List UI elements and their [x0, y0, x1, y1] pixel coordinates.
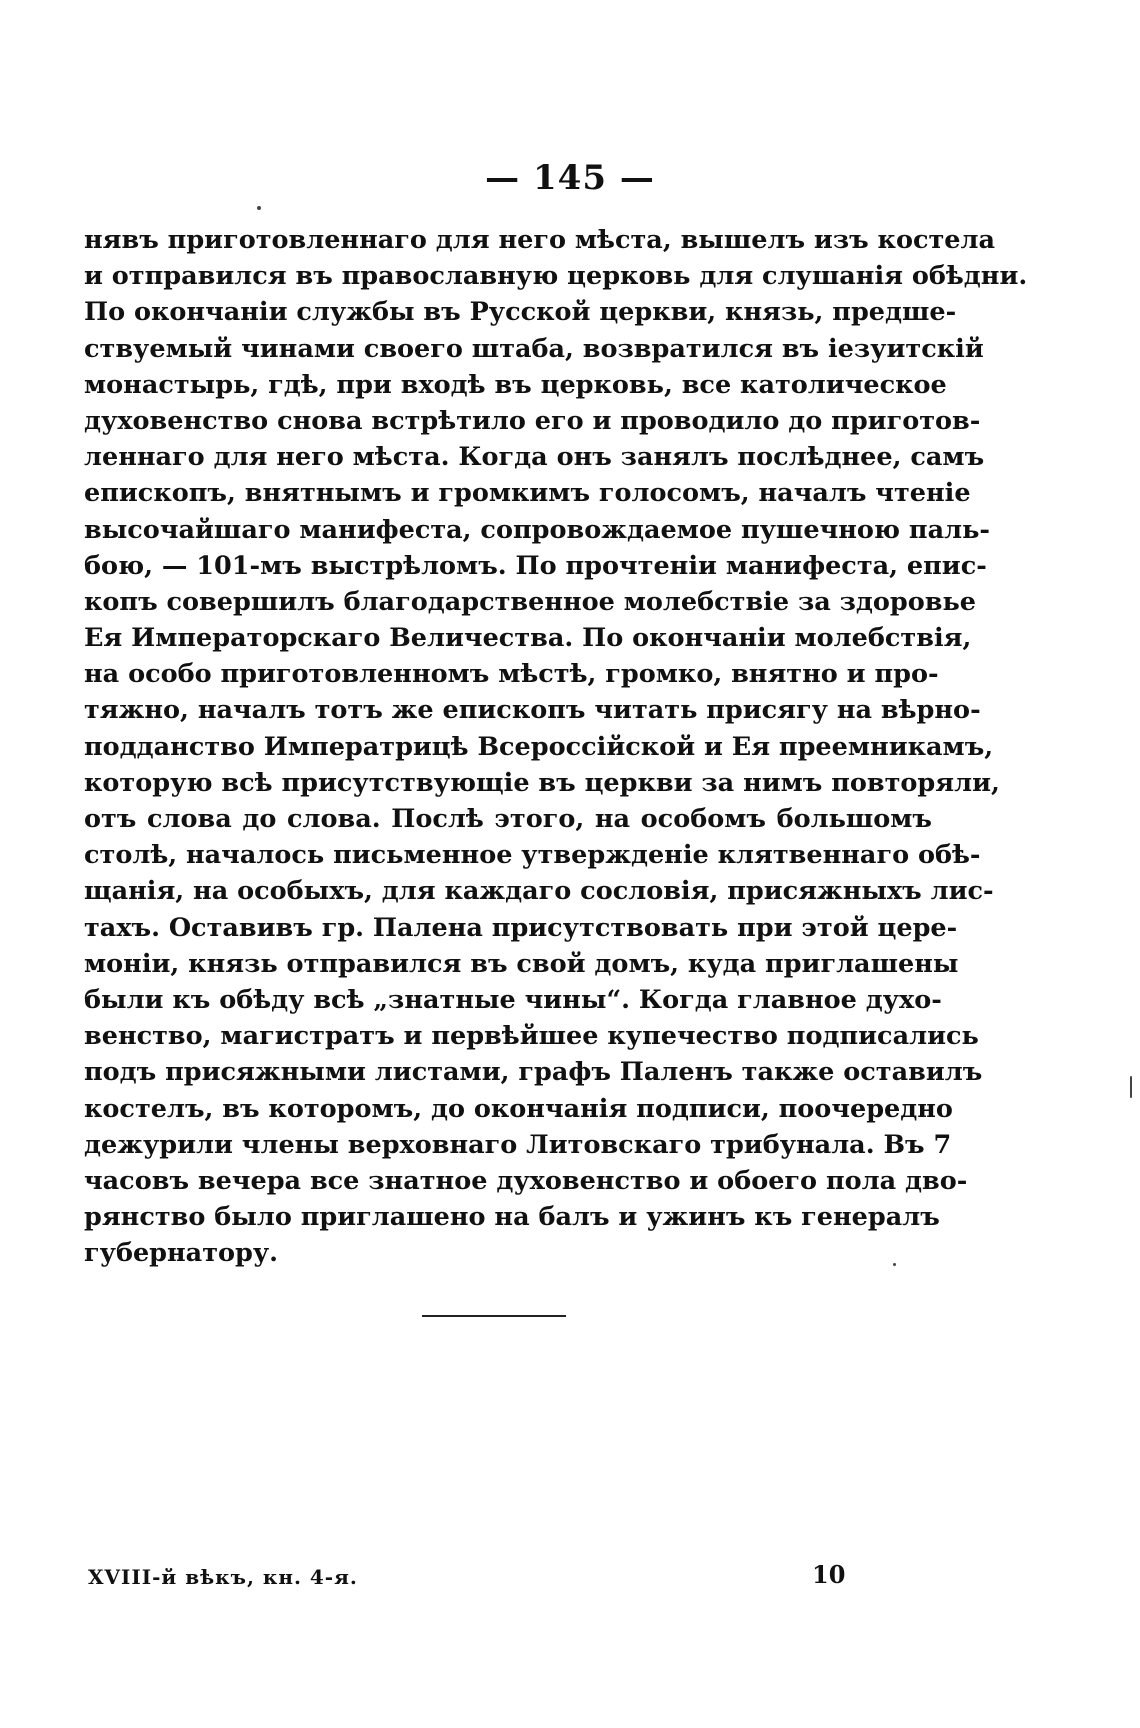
text-line: нявъ приготовленнаго для него мѣста, вышелъ изъ костела	[84, 225, 996, 255]
scan-speck	[893, 1263, 896, 1266]
text-line: подданство Императрицѣ Всероссійской и Ея преемникамъ,	[84, 731, 994, 762]
text-line: венство, магистратъ и первѣйшее купечество подписались	[84, 1021, 979, 1052]
text-line: костелъ, въ которомъ, до окончанія подписи, поочередно	[84, 1093, 953, 1124]
text-line: столѣ, началось письменное утвержденіе клятвеннаго обѣ-	[84, 840, 981, 871]
section-divider	[422, 1315, 566, 1317]
text-line: епископъ, внятнымъ и громкимъ голосомъ, началъ чтеніе	[84, 478, 971, 509]
text-line: были къ обѣду всѣ „знатные чины“. Когда главное духо-	[84, 984, 942, 1015]
text-line: монастырь, гдѣ, при входѣ въ церковь, все католическое	[84, 369, 947, 400]
text-line: дежурили члены верховнаго Литовскаго трибунала. Въ 7	[84, 1129, 952, 1160]
text-line: подъ присяжными листами, графъ Паленъ также оставилъ	[84, 1057, 983, 1088]
printer-signature: XVIII-й вѣкъ, кн. 4-я.	[88, 1565, 358, 1589]
text-line: рянство было приглашено на балъ и ужинъ къ генералъ	[84, 1202, 940, 1233]
text-line: на особо приготовленномъ мѣстѣ, громко, внятно и про-	[84, 659, 939, 690]
text-line: отъ слова до слова. Послѣ этого, на особомъ большомъ	[84, 804, 932, 834]
text-line: губернатору.	[84, 1238, 279, 1269]
text-line: леннаго для него мѣста. Когда онъ занялъ послѣднее, самъ	[84, 442, 985, 473]
text-line: ствуемый чинами своего штаба, возвратился въ іезуитскій	[84, 333, 984, 364]
text-line: часовъ вечера все знатное духовенство и обоего пола дво-	[84, 1165, 968, 1196]
text-line: По окончаніи службы въ Русской церкви, князь, предше-	[84, 297, 957, 328]
text-line: щанія, на особыхъ, для каждаго сословія, присяжныхъ лис-	[84, 876, 994, 907]
text-line: и отправился въ православную церковь для слушанія обѣдни.	[84, 261, 1028, 292]
scan-speck	[257, 206, 261, 210]
text-line: бою, — 101-мъ выстрѣломъ. По прочтеніи манифеста, епис-	[84, 550, 987, 581]
scan-speck	[1130, 1076, 1132, 1098]
sheet-number: 10	[812, 1560, 846, 1589]
text-line: тахъ. Оставивъ гр. Палена присутствовать при этой цере-	[84, 912, 958, 943]
text-line: высочайшаго манифеста, сопровождаемое пушечною паль-	[84, 514, 990, 545]
text-line: моніи, князь отправился въ свой домъ, куда приглашены	[84, 948, 959, 979]
text-line: Ея Императорскаго Величества. По окончаніи молебствія,	[84, 623, 972, 654]
text-line: духовенство снова встрѣтило его и проводило до приготов-	[84, 405, 981, 436]
text-line: копъ совершилъ благодарственное молебствіе за здоровье	[84, 586, 977, 617]
body-text	[84, 222, 1028, 1271]
page-number: — 145 —	[485, 158, 655, 198]
text-line: тяжно, началъ тотъ же епископъ читать присягу на вѣрно-	[84, 695, 981, 726]
text-line: которую всѣ присутствующіе въ церкви за нимъ повторяли,	[84, 767, 1000, 798]
